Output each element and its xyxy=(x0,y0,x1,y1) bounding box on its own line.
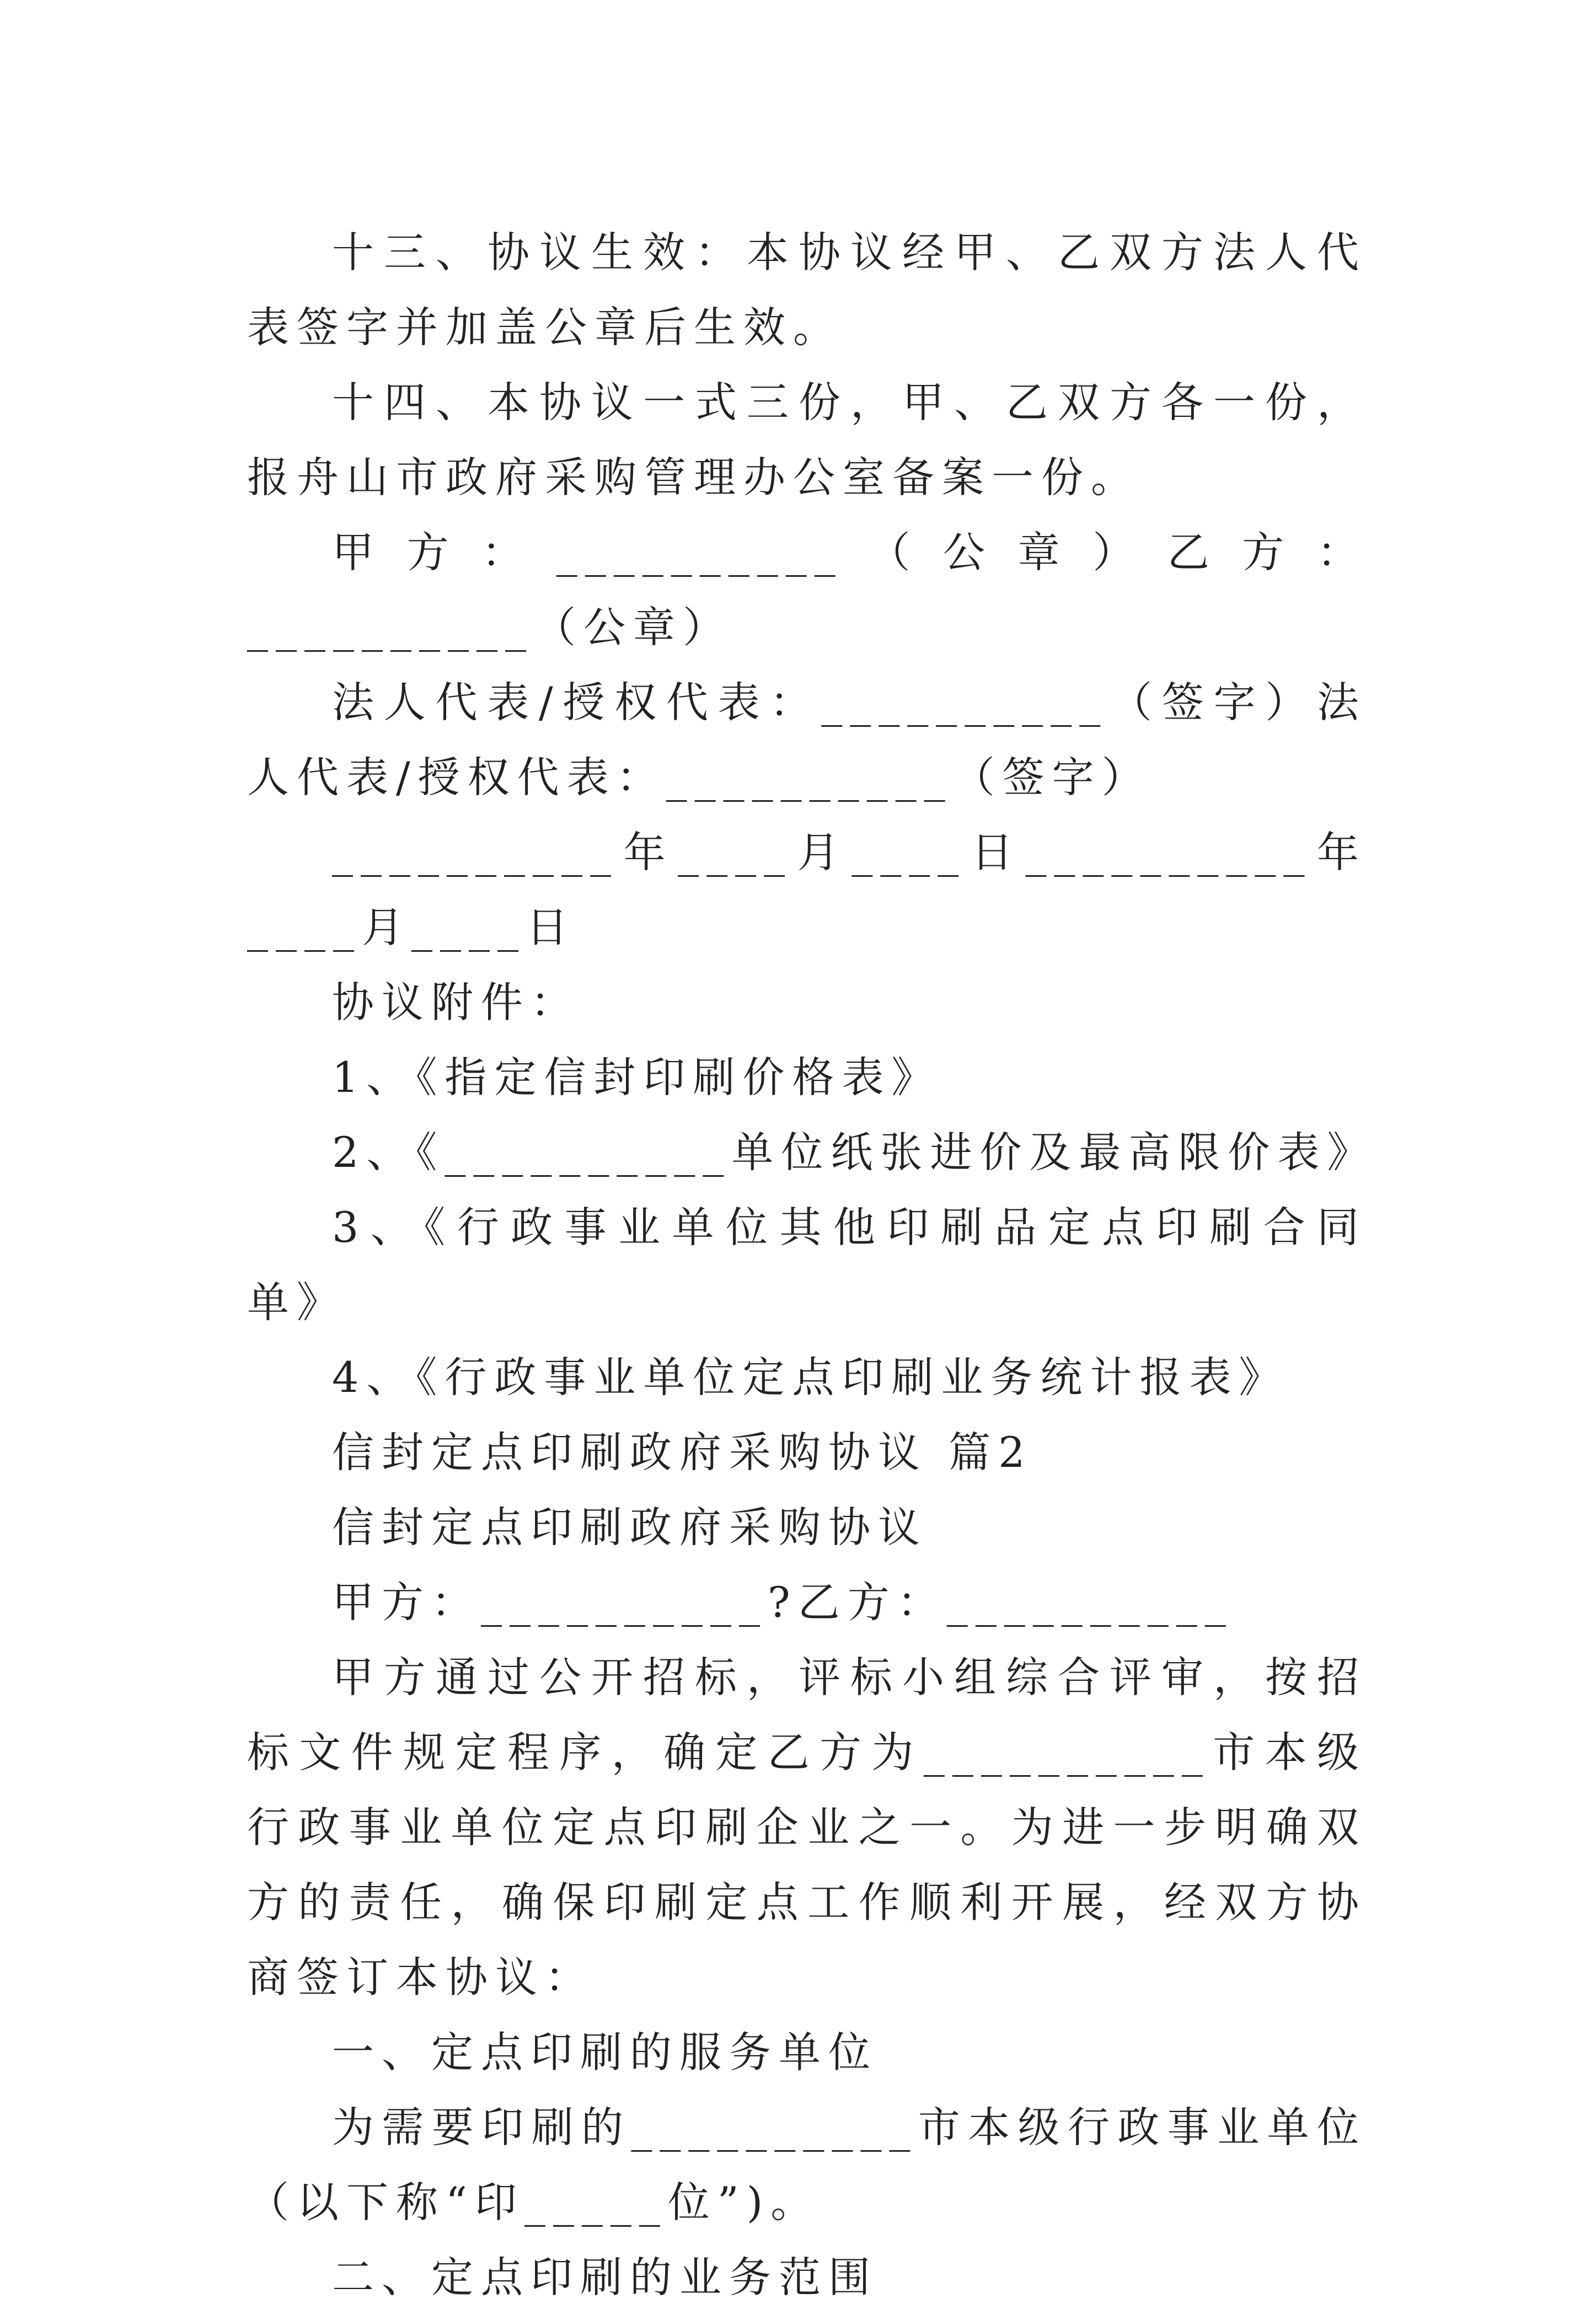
agreement-title: 信封定点印刷政府采购协议 xyxy=(332,1503,928,1552)
paragraph-preamble: 甲方通过公开招标，评标小组综合评审，按招标文件规定程序，确定乙方为__________市本级行政事业单位定点印刷企业之一。为进一步明确双方的责任，确保印刷定点工作顺利开展，经双方协商签订本协议： xyxy=(247,1653,1367,2002)
section-title: 信封定点印刷政府采购协议 篇2 xyxy=(332,1428,1033,1477)
attachment-item: 3、《行政事业单位其他印刷品定点印刷合同单》 xyxy=(247,1203,1367,1327)
signature-date-line: __________年____月____日__________年____月____日 xyxy=(247,828,1367,952)
paragraph-article-14: 十四、本协议一式三份，甲、乙双方各一份，报舟山市政府采购管理办公室备案一份。 xyxy=(247,378,1367,502)
signature-party-line: 甲方：__________（公章）乙方：__________（公章） xyxy=(247,528,1367,652)
attachment-item: 4、《行政事业单位定点印刷业务统计报表》 xyxy=(332,1353,1289,1402)
clause-heading-1: 一、定点印刷的服务单位 xyxy=(332,2028,878,2077)
clause-heading-2: 二、定点印刷的业务范围 xyxy=(332,2253,878,2302)
attachment-item: 2、《__________单位纸张进价及最高限价表》 xyxy=(332,1128,1377,1177)
attachments-heading: 协议附件： xyxy=(332,978,580,1027)
signature-representative-line: 法人代表/授权代表：__________（签字）法人代表/授权代表：__________（签字） xyxy=(247,678,1367,802)
attachment-item: 1、《指定信封印刷价格表》 xyxy=(332,1053,941,1102)
parties-line: 甲方：__________?乙方：__________ xyxy=(332,1578,1234,1627)
paragraph-article-13: 十三、协议生效：本协议经甲、乙双方法人代表签字并加盖公章后生效。 xyxy=(247,228,1367,352)
document-body xyxy=(247,215,1377,2315)
clause-body-1: 为需要印刷的__________市本级行政事业单位（以下称“印_____位”)。 xyxy=(247,2103,1367,2227)
